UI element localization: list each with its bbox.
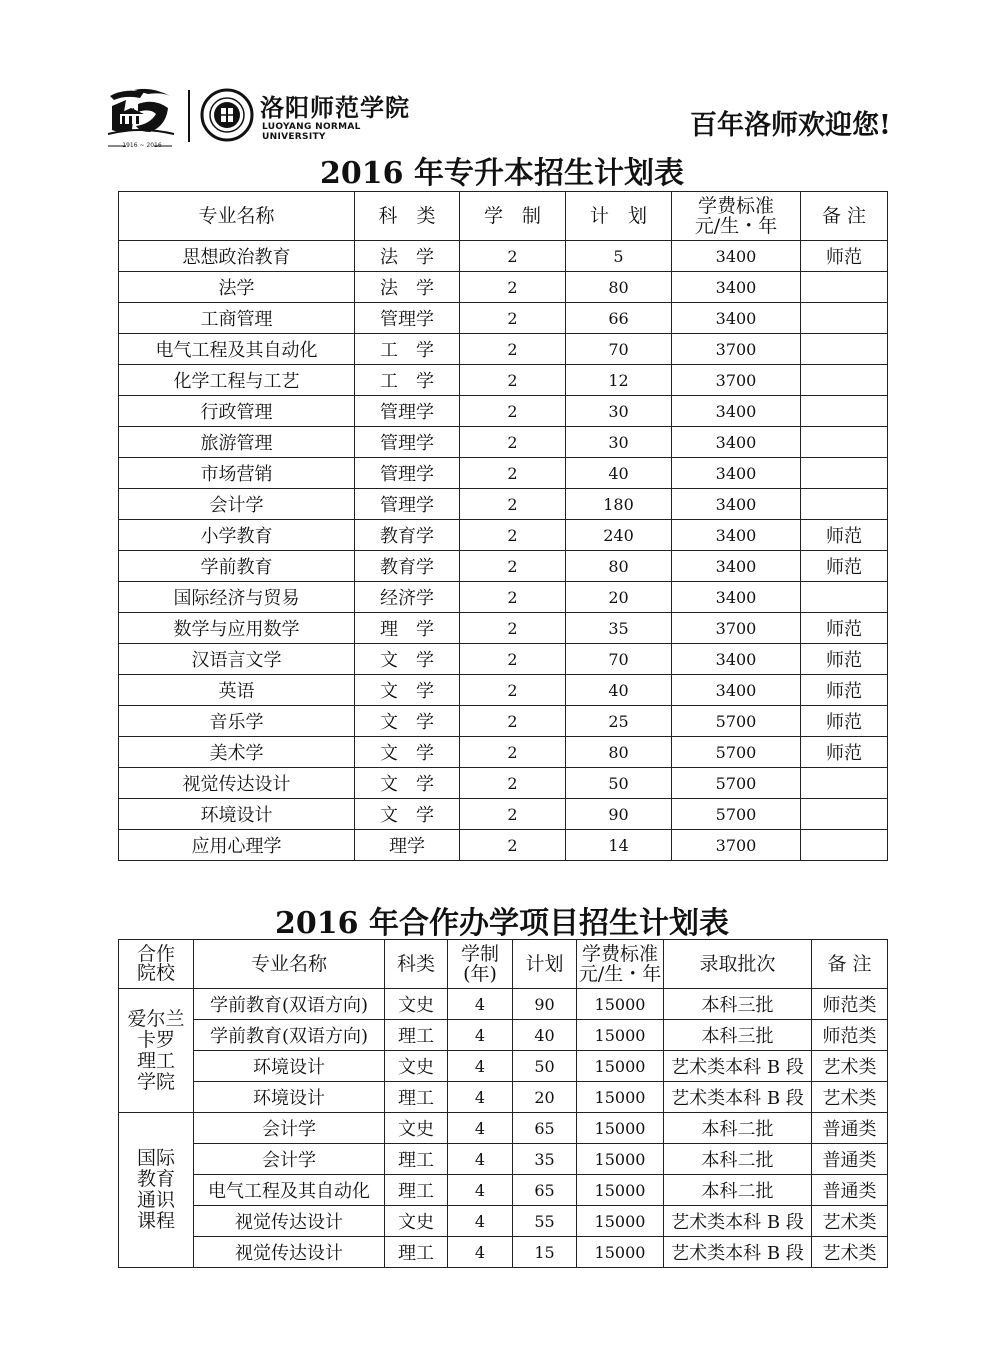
- table-cell: 理工: [385, 1020, 448, 1051]
- table-cell: 美术学: [119, 737, 355, 768]
- table-cell: 本科二批: [664, 1175, 812, 1206]
- table2-column-header: 录取批次: [664, 940, 812, 989]
- table-row: [119, 1051, 888, 1082]
- anniversary-years: 1916 ~ 2016: [122, 142, 162, 149]
- table-cell: 英语: [119, 675, 355, 706]
- table-cell: [801, 768, 888, 799]
- table-row: [119, 830, 888, 861]
- table-cell: 视觉传达设计: [119, 768, 355, 799]
- table1-header: [119, 192, 888, 241]
- table-cell: 15000: [577, 1175, 664, 1206]
- table-cell: 40: [513, 1020, 577, 1051]
- table-cell: 师范: [801, 551, 888, 582]
- table2-body: [119, 989, 888, 1268]
- table1-body: [119, 241, 888, 861]
- table-cell: 会计学: [119, 489, 355, 520]
- table-cell: 本科二批: [664, 1144, 812, 1175]
- table-cell: 理学: [355, 830, 460, 861]
- table-row: [119, 334, 888, 365]
- table-cell: [801, 489, 888, 520]
- table2-column-header: 专业名称: [194, 940, 385, 989]
- table-cell: 3400: [672, 644, 801, 675]
- table2-column-header: 科类: [385, 940, 448, 989]
- table-row: [119, 427, 888, 458]
- table-cell: 4: [448, 1082, 513, 1113]
- table-cell: 理 学: [355, 613, 460, 644]
- table-cell: 3400: [672, 489, 801, 520]
- table-cell: 35: [513, 1144, 577, 1175]
- table-cell: 3400: [672, 675, 801, 706]
- table-cell: 2: [460, 303, 566, 334]
- table-row: [119, 1082, 888, 1113]
- table-cell: [801, 427, 888, 458]
- table-cell: 音乐学: [119, 706, 355, 737]
- table-cell: 3400: [672, 427, 801, 458]
- table-cell: 师范: [801, 520, 888, 551]
- table1-column-header: 学费标准 元/生・年: [672, 192, 801, 241]
- table-cell: 经济学: [355, 582, 460, 613]
- table-cell: 5700: [672, 737, 801, 768]
- table-cell: 文 学: [355, 675, 460, 706]
- table-row: [119, 1113, 888, 1144]
- table-cell: 80: [566, 737, 672, 768]
- table-cell: 工 学: [355, 365, 460, 396]
- table-cell: 2: [460, 706, 566, 737]
- table2-column-header: 备 注: [812, 940, 888, 989]
- table-cell: 国际经济与贸易: [119, 582, 355, 613]
- table-row: [119, 675, 888, 706]
- table-cell: 会计学: [194, 1144, 385, 1175]
- table-row: [119, 613, 888, 644]
- table-cell: 90: [566, 799, 672, 830]
- table-cell: 学前教育: [119, 551, 355, 582]
- table1-column-header: 计 划: [566, 192, 672, 241]
- table-cell: 本科三批: [664, 989, 812, 1020]
- table2-header: [119, 940, 888, 989]
- table2-column-header: 学费标准 元/生・年: [577, 940, 664, 989]
- table-cell: 理工: [385, 1175, 448, 1206]
- university-name-en: LUOYANG NORMAL UNIVERSITY: [262, 122, 361, 142]
- table-cell: 25: [566, 706, 672, 737]
- table-cell: 20: [513, 1082, 577, 1113]
- table-cell: 5: [566, 241, 672, 272]
- table-cell: 应用心理学: [119, 830, 355, 861]
- table-cell: 师范类: [812, 1020, 888, 1051]
- table-cell: 化学工程与工艺: [119, 365, 355, 396]
- table-cell: [801, 365, 888, 396]
- table-cell: 80: [566, 272, 672, 303]
- table-cell: 5700: [672, 799, 801, 830]
- table-cell: 3700: [672, 830, 801, 861]
- table-cell: 环境设计: [194, 1051, 385, 1082]
- table-cell: 3400: [672, 458, 801, 489]
- table1-column-header: 科 类: [355, 192, 460, 241]
- table-cell: 3700: [672, 365, 801, 396]
- table-cell: 15000: [577, 1144, 664, 1175]
- table-cell: 40: [566, 675, 672, 706]
- table-cell: 4: [448, 989, 513, 1020]
- table-cell: 15000: [577, 1020, 664, 1051]
- table-cell: [801, 303, 888, 334]
- table-row: [119, 1175, 888, 1206]
- table-cell: 50: [566, 768, 672, 799]
- table-cell: 环境设计: [119, 799, 355, 830]
- table-cell: 思想政治教育: [119, 241, 355, 272]
- table-cell: 4: [448, 1113, 513, 1144]
- table-row: [119, 241, 888, 272]
- table-cell: 艺术类: [812, 1082, 888, 1113]
- table-cell: 2: [460, 396, 566, 427]
- table2-header-row: [119, 940, 888, 989]
- table-cell: 30: [566, 427, 672, 458]
- table-row: [119, 1206, 888, 1237]
- table-cell: 3400: [672, 582, 801, 613]
- table-cell: [801, 396, 888, 427]
- table-cell: 工 学: [355, 334, 460, 365]
- table-cell: 65: [513, 1175, 577, 1206]
- table-cell: 普通类: [812, 1175, 888, 1206]
- table-cell: 小学教育: [119, 520, 355, 551]
- table-row: [119, 582, 888, 613]
- table-cell: 4: [448, 1206, 513, 1237]
- table-cell: 15: [513, 1237, 577, 1268]
- table-cell: 5700: [672, 768, 801, 799]
- table-cell: 5700: [672, 706, 801, 737]
- table-row: [119, 1237, 888, 1268]
- table-cell: 管理学: [355, 396, 460, 427]
- table-cell: 20: [566, 582, 672, 613]
- table-cell: 65: [513, 1113, 577, 1144]
- table-cell: 管理学: [355, 458, 460, 489]
- partner-school-cell: 爱尔兰 卡罗 理工 学院: [119, 989, 194, 1113]
- table-cell: 理工: [385, 1237, 448, 1268]
- table-cell: 艺术类本科 B 段: [664, 1206, 812, 1237]
- table-row: [119, 706, 888, 737]
- table-cell: 文 学: [355, 799, 460, 830]
- table-cell: 理工: [385, 1082, 448, 1113]
- table-cell: 70: [566, 334, 672, 365]
- table-cell: 2: [460, 489, 566, 520]
- table-cell: 艺术类本科 B 段: [664, 1051, 812, 1082]
- table-cell: 艺术类本科 B 段: [664, 1237, 812, 1268]
- table-cell: 2: [460, 582, 566, 613]
- table-cell: 14: [566, 830, 672, 861]
- table2-column-header: 合作 院校: [119, 940, 194, 989]
- table-cell: 2: [460, 830, 566, 861]
- university-name: 洛阳师范学院: [260, 94, 410, 122]
- table-cell: 师范类: [812, 989, 888, 1020]
- table-cell: 3400: [672, 303, 801, 334]
- cooperative-program-table: [118, 939, 888, 1268]
- table-cell: 视觉传达设计: [194, 1206, 385, 1237]
- logo-divider: [188, 90, 190, 142]
- table-cell: [801, 334, 888, 365]
- table-cell: 3400: [672, 520, 801, 551]
- table-cell: 2: [460, 768, 566, 799]
- table-cell: 3700: [672, 334, 801, 365]
- table-cell: 艺术类: [812, 1237, 888, 1268]
- table-cell: 2: [460, 551, 566, 582]
- table-cell: [801, 799, 888, 830]
- table-cell: 50: [513, 1051, 577, 1082]
- table-cell: 15000: [577, 1206, 664, 1237]
- table-cell: 15000: [577, 1113, 664, 1144]
- table-cell: 管理学: [355, 427, 460, 458]
- table-cell: 55: [513, 1206, 577, 1237]
- table-cell: 电气工程及其自动化: [194, 1175, 385, 1206]
- table-cell: 2: [460, 458, 566, 489]
- table-cell: 15000: [577, 989, 664, 1020]
- table1-column-header: 专业名称: [119, 192, 355, 241]
- table-cell: 4: [448, 1237, 513, 1268]
- table-row: [119, 768, 888, 799]
- table-cell: 35: [566, 613, 672, 644]
- table-row: [119, 644, 888, 675]
- table-cell: 3400: [672, 241, 801, 272]
- table-cell: [801, 458, 888, 489]
- table-cell: 90: [513, 989, 577, 1020]
- table-cell: 文史: [385, 1206, 448, 1237]
- table-cell: 2: [460, 272, 566, 303]
- table-cell: 2: [460, 365, 566, 396]
- table-cell: 15000: [577, 1082, 664, 1113]
- table-row: [119, 1020, 888, 1051]
- table-cell: [801, 272, 888, 303]
- table-cell: 师范: [801, 706, 888, 737]
- table-cell: 普通类: [812, 1113, 888, 1144]
- table-row: [119, 520, 888, 551]
- table-row: [119, 737, 888, 768]
- table-row: [119, 458, 888, 489]
- table-cell: 师范: [801, 613, 888, 644]
- table-cell: 艺术类: [812, 1051, 888, 1082]
- table-cell: 本科二批: [664, 1113, 812, 1144]
- table-cell: 3400: [672, 396, 801, 427]
- table-cell: 旅游管理: [119, 427, 355, 458]
- table-cell: 本科三批: [664, 1020, 812, 1051]
- table-cell: 学前教育(双语方向): [194, 1020, 385, 1051]
- table-cell: 2: [460, 799, 566, 830]
- table-cell: 4: [448, 1020, 513, 1051]
- table2-column-header: 学制 (年): [448, 940, 513, 989]
- table-cell: 环境设计: [194, 1082, 385, 1113]
- table-cell: 法 学: [355, 241, 460, 272]
- table-row: [119, 365, 888, 396]
- table-cell: 市场营销: [119, 458, 355, 489]
- partner-school-cell: 国际 教育 通识 课程: [119, 1113, 194, 1268]
- table-cell: 行政管理: [119, 396, 355, 427]
- table1-column-header: 学 制: [460, 192, 566, 241]
- table-row: [119, 551, 888, 582]
- table2-column-header: 计划: [513, 940, 577, 989]
- table-cell: 艺术类: [812, 1206, 888, 1237]
- table2-title: 2016 年合作办学项目招生计划表: [275, 906, 729, 941]
- table-cell: 66: [566, 303, 672, 334]
- table1-title: 2016 年专升本招生计划表: [320, 156, 684, 191]
- table-cell: 4: [448, 1051, 513, 1082]
- table-cell: 工商管理: [119, 303, 355, 334]
- table-cell: 文史: [385, 1051, 448, 1082]
- table-cell: 2: [460, 644, 566, 675]
- table-cell: 师范: [801, 241, 888, 272]
- table-cell: 法 学: [355, 272, 460, 303]
- table-cell: 15000: [577, 1237, 664, 1268]
- table-cell: [801, 830, 888, 861]
- table-row: [119, 489, 888, 520]
- table-cell: 4: [448, 1144, 513, 1175]
- table-cell: 艺术类本科 B 段: [664, 1082, 812, 1113]
- table-cell: 普通类: [812, 1144, 888, 1175]
- table-cell: 文 学: [355, 768, 460, 799]
- table-cell: 会计学: [194, 1113, 385, 1144]
- table1-column-header: 备 注: [801, 192, 888, 241]
- table-cell: 240: [566, 520, 672, 551]
- table-cell: 管理学: [355, 489, 460, 520]
- table-cell: 教育学: [355, 520, 460, 551]
- table-cell: 法学: [119, 272, 355, 303]
- table-cell: 汉语言文学: [119, 644, 355, 675]
- table-cell: 文 学: [355, 737, 460, 768]
- table-cell: 2: [460, 675, 566, 706]
- table-cell: 2: [460, 427, 566, 458]
- table-cell: 15000: [577, 1051, 664, 1082]
- table-cell: 3400: [672, 272, 801, 303]
- table-row: [119, 799, 888, 830]
- table-cell: 70: [566, 644, 672, 675]
- table-cell: 师范: [801, 737, 888, 768]
- table-cell: 文 学: [355, 706, 460, 737]
- table-cell: 师范: [801, 675, 888, 706]
- table-cell: 80: [566, 551, 672, 582]
- table-cell: 4: [448, 1175, 513, 1206]
- slogan: 百年洛师欢迎您!: [690, 110, 891, 141]
- table-cell: 理工: [385, 1144, 448, 1175]
- table-cell: 文史: [385, 989, 448, 1020]
- table-cell: 电气工程及其自动化: [119, 334, 355, 365]
- table-cell: 学前教育(双语方向): [194, 989, 385, 1020]
- table-row: [119, 396, 888, 427]
- table-row: [119, 1144, 888, 1175]
- table-cell: 教育学: [355, 551, 460, 582]
- table-cell: 3400: [672, 551, 801, 582]
- table-cell: 180: [566, 489, 672, 520]
- table-cell: 40: [566, 458, 672, 489]
- table1-header-row: [119, 192, 888, 241]
- table-cell: 30: [566, 396, 672, 427]
- table-cell: 视觉传达设计: [194, 1237, 385, 1268]
- table-cell: 文史: [385, 1113, 448, 1144]
- logo-area: [104, 86, 414, 154]
- table-row: [119, 303, 888, 334]
- table-cell: 数学与应用数学: [119, 613, 355, 644]
- table-row: [119, 989, 888, 1020]
- table-row: [119, 272, 888, 303]
- enrollment-plan-table: [118, 191, 888, 861]
- table-cell: 师范: [801, 644, 888, 675]
- university-seal-icon: [200, 88, 254, 142]
- table-cell: 3700: [672, 613, 801, 644]
- table-cell: 2: [460, 334, 566, 365]
- table-cell: [801, 582, 888, 613]
- table-cell: 2: [460, 737, 566, 768]
- table-cell: 12: [566, 365, 672, 396]
- table-cell: 2: [460, 241, 566, 272]
- table-cell: 2: [460, 520, 566, 551]
- table-cell: 2: [460, 613, 566, 644]
- table-cell: 文 学: [355, 644, 460, 675]
- table-cell: 管理学: [355, 303, 460, 334]
